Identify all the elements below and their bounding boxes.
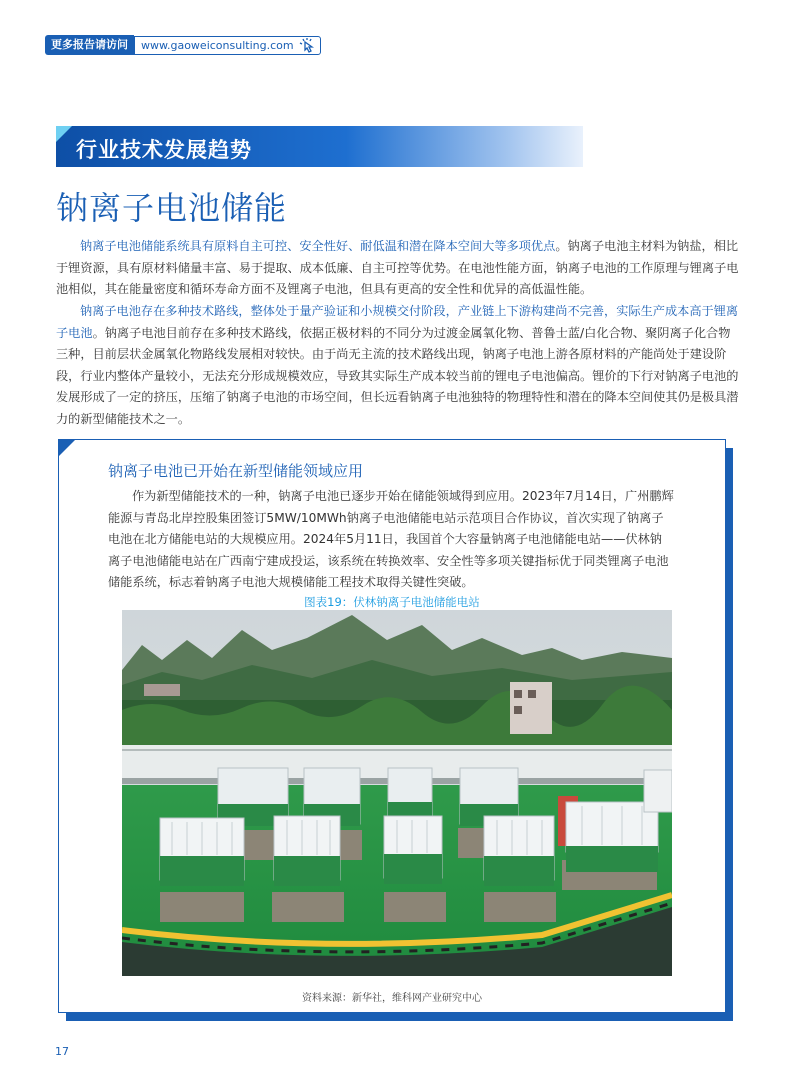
case-box-title: 钠离子电池已开始在新型储能领域应用 xyxy=(108,462,364,480)
box-corner-decoration xyxy=(58,439,76,457)
website-url: www.gaoweiconsulting.com xyxy=(141,38,294,52)
paragraph-1 xyxy=(56,236,740,301)
energy-storage-station-photo xyxy=(122,610,672,976)
section-title: 行业技术发展趋势 xyxy=(76,138,252,162)
paragraph-2 xyxy=(56,301,740,431)
paragraph-2-highlight: 钠离子电池存在多种技术路线，整体处于量产验证和小规模交付阶段，产业链上下游构建尚不完善，实际生产成本高于锂离子电池 xyxy=(56,304,739,340)
source-note: 资料来源：新华社，维科网产业研究中心 xyxy=(302,993,482,1004)
case-box xyxy=(58,439,726,1013)
paragraph-2-body: 。钠离子电池目前存在多种技术路线，依据正极材料的不同分为过渡金属氧化物、普鲁士蓝/白化合物、聚阴离子化合物三种，目前层状金属氧化物路线发展相对较快。由于尚无主流的技术路线出现，钠离子电池上游各原材料的产能尚处于建设阶段，行业内整体产量较小，无法充分形成规模效应，导致其实际生产成本较当前的锂电子电池偏高。锂价的下行对钠离子电池的发展形成了一定的挤压，压缩了钠离子电池的市场空间，但长远看钠离子电池独特的物理特性和潜在的降本空间使其仍是极具潜力的新型储能技术之一。 xyxy=(56,325,739,426)
figure-caption: 图表19：伏林钠离子电池储能电站 xyxy=(304,595,480,609)
website-link[interactable] xyxy=(134,36,321,55)
page-number: 17 xyxy=(55,1045,69,1058)
pointer-hand-icon xyxy=(296,36,318,61)
site-banner xyxy=(45,34,321,56)
section-corner-decoration xyxy=(56,126,72,142)
visit-tag: 更多报告请访问 xyxy=(45,35,134,55)
page-title: 钠离子电池储能 xyxy=(56,189,288,227)
paragraph-1-highlight: 钠离子电池储能系统具有原料自主可控、安全性好、耐低温和潜在降本空间大等多项优点 xyxy=(80,239,556,253)
case-box-text: 作为新型储能技术的一种，钠离子电池已逐步开始在储能领域得到应用。2023年7月14日，广州鹏辉能源与青岛北岸控股集团签订5MW/10MWh钠离子电池储能电站示范项目合作协议，首次实现了钠离子电池在北方储能电站的大规模应用。2024年5月11日，我国首个大容量钠离子电池储能电站——伏林钠离子电池储能电站在广西南宁建成投运，该系统在转换效率、安全性等多项关键指标优于同类锂离子电池储能系统，标志着钠离子电池大规模储能工程技术取得关键性突破。 xyxy=(108,489,674,590)
section-header xyxy=(56,126,583,167)
paragraph-1-body: 。钠离子电池主材料为钠盐，相比于锂资源，具有原材料储量丰富、易于提取、成本低廉、自主可控等优势。在电池性能方面，钠离子电池的工作原理与锂离子电池相似，其在能量密度和循环寿命方面不及锂离子电池，但具有更高的安全性和优异的高低温性能。 xyxy=(56,239,739,297)
